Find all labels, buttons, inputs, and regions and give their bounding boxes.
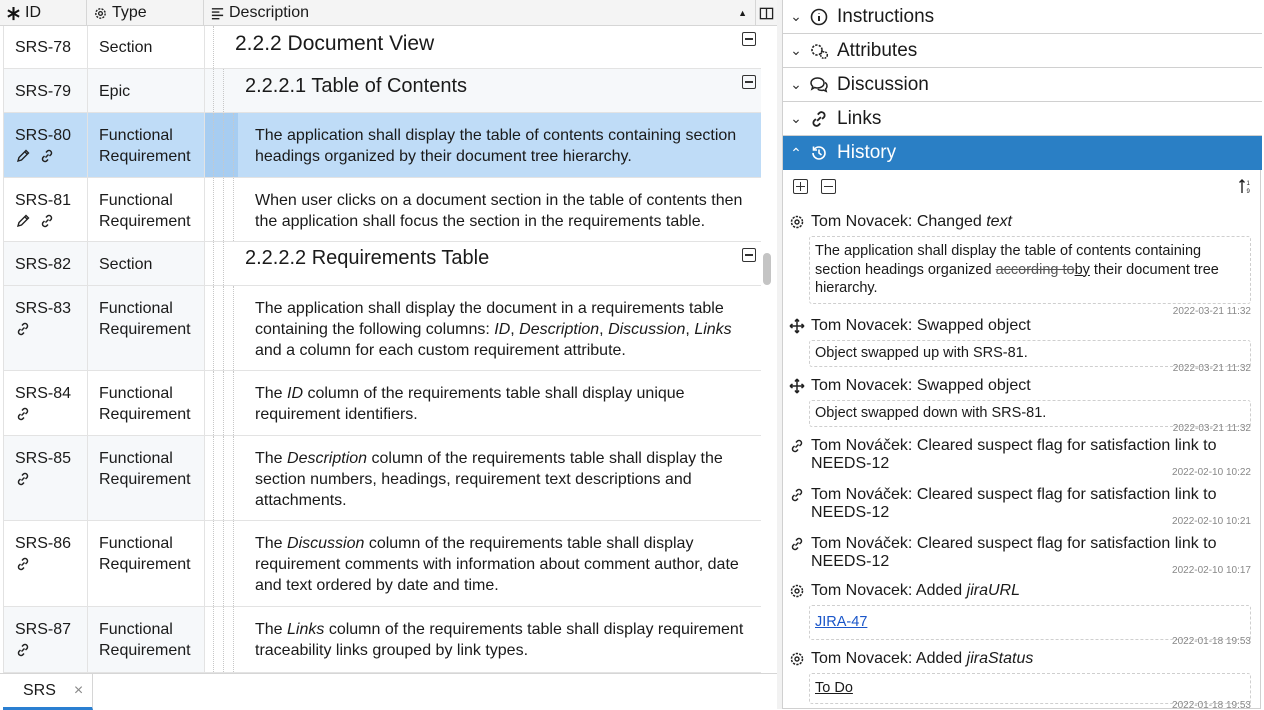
- collapse-button[interactable]: [742, 248, 756, 262]
- row-type: Epic: [87, 69, 204, 112]
- history-title: Tom Nováček: Cleared suspect flag for satisfaction link to NEEDS-12: [811, 437, 1217, 472]
- row-type-line: Functional: [99, 127, 173, 144]
- svg-text:9: 9: [1246, 189, 1250, 195]
- section-history[interactable]: [783, 136, 1262, 170]
- gears-icon: [809, 41, 829, 61]
- history-title: Tom Novacek: Swapped object: [811, 317, 1031, 334]
- column-name: ID: [494, 321, 511, 338]
- requirement-text: [255, 533, 756, 596]
- comments-icon: [809, 75, 829, 95]
- column-id-header[interactable]: [0, 0, 87, 26]
- section-links[interactable]: [783, 102, 1262, 136]
- inserted-text: by: [1074, 261, 1090, 278]
- history-entry: [789, 213, 1251, 317]
- row-type-line: Requirement: [99, 556, 191, 573]
- row-id-text: SRS-86: [15, 535, 72, 552]
- history-title: [811, 650, 1251, 668]
- row-type-line: Requirement: [99, 642, 191, 659]
- history-change-box: Object swapped up with SRS-81.: [809, 340, 1251, 367]
- row-id: [15, 190, 71, 229]
- history-entry: [789, 437, 1251, 478]
- row-description: [204, 69, 761, 112]
- text-part: The: [255, 385, 288, 402]
- details-panel: [782, 0, 1261, 709]
- section-heading: 2.2.2.1 Table of Contents: [245, 75, 468, 97]
- section-attributes[interactable]: [783, 34, 1262, 68]
- close-icon[interactable]: ×: [73, 681, 84, 699]
- link-icon: [789, 438, 805, 454]
- text-part: and a column for each custom requirement attribute.: [255, 342, 626, 359]
- table-row[interactable]: [4, 178, 761, 242]
- section-discussion[interactable]: [783, 68, 1262, 102]
- row-description: [204, 371, 761, 435]
- row-type-line: Functional: [99, 385, 173, 402]
- text-part: The application shall display the document in a requirements table containing the following columns:: [255, 300, 724, 338]
- row-type: [87, 178, 204, 241]
- column-id-label: ID: [25, 4, 41, 21]
- table-row[interactable]: [4, 69, 761, 113]
- gear-icon: [93, 6, 108, 21]
- title-text: Tom Novacek: Added: [811, 582, 967, 599]
- text-part: The: [255, 450, 288, 467]
- column-name: Links: [694, 321, 732, 338]
- history-title: [811, 213, 1251, 231]
- row-description: [204, 178, 761, 241]
- history-timestamp: 2022-03-21 11:32: [1172, 305, 1251, 317]
- history-timestamp: 2022-02-10 10:21: [1172, 516, 1251, 527]
- table-body: [3, 26, 761, 673]
- table-row[interactable]: [4, 26, 761, 69]
- row-type-line: Requirement: [99, 406, 191, 423]
- text-part: The: [255, 535, 288, 552]
- gear-icon: [789, 583, 805, 599]
- row-type: [87, 371, 204, 435]
- row-type: Section: [87, 26, 204, 68]
- link-icon[interactable]: [15, 406, 31, 422]
- edit-icon[interactable]: [15, 213, 31, 229]
- row-id: [15, 298, 71, 337]
- column-name: Discussion: [608, 321, 686, 338]
- section-heading: 2.2.2.2 Requirements Table: [245, 247, 490, 269]
- deleted-text: according to: [995, 261, 1075, 278]
- expand-all-button[interactable]: [793, 179, 808, 194]
- text-part: column of the requirements table shall display requirement traceability links grouped by link types.: [255, 621, 744, 659]
- history-entry: [789, 377, 1251, 434]
- collapse-button[interactable]: [742, 75, 756, 89]
- svg-text:1: 1: [1246, 181, 1250, 187]
- link-icon: [809, 109, 829, 129]
- table-scrollbar[interactable]: [763, 253, 771, 285]
- row-type-line: Functional: [99, 621, 173, 638]
- history-timestamp: 2022-03-21 11:32: [1172, 422, 1251, 434]
- row-id: [15, 619, 71, 658]
- edit-icon[interactable]: [15, 148, 31, 164]
- row-id: [15, 533, 71, 572]
- status-value: To Do: [815, 680, 853, 696]
- history-timestamp: 2022-02-10 10:22: [1172, 467, 1251, 478]
- section-instructions[interactable]: [783, 0, 1262, 34]
- chevron-down-icon: ⌄: [790, 76, 802, 92]
- requirement-text: When user clicks on a document section in the table of contents then the application shall focus the section in the requirements table.: [255, 192, 743, 230]
- text-part: The: [255, 621, 288, 638]
- link-icon: [789, 487, 805, 503]
- gear-icon: [789, 214, 805, 230]
- history-entry: [789, 486, 1251, 527]
- row-id: [15, 125, 71, 164]
- collapse-all-button[interactable]: [821, 179, 836, 194]
- row-description: [204, 607, 761, 672]
- align-left-icon: [210, 6, 225, 21]
- history-entry: [789, 535, 1251, 576]
- sort-order-icon[interactable]: [1238, 178, 1254, 195]
- row-type: [87, 113, 204, 177]
- row-type-line: Requirement: [99, 213, 191, 230]
- row-id-text: SRS-85: [15, 450, 72, 467]
- history-change-box: [809, 605, 1251, 640]
- move-icon: [789, 378, 805, 394]
- history-timestamp: 2022-01-18 19:53: [1172, 635, 1251, 647]
- link-icon[interactable]: [15, 321, 31, 337]
- requirement-text: The application shall display the document in a requirements table containing the following columns: ID, Description, Discussion, Links and a column for each custom requirement attribute.: [255, 300, 732, 359]
- history-entry: [789, 317, 1251, 374]
- row-id-text: SRS-83: [15, 300, 72, 317]
- row-type-line: Functional: [99, 192, 173, 209]
- row-description: [204, 286, 761, 370]
- title-text: Tom Novacek: Added: [811, 650, 967, 667]
- history-title: Tom Nováček: Cleared suspect flag for satisfaction link to NEEDS-12: [811, 535, 1217, 570]
- column-description-header[interactable]: [204, 0, 756, 26]
- info-icon: [809, 7, 829, 27]
- history-timestamp: 2022-03-21 11:32: [1172, 362, 1251, 374]
- link-icon[interactable]: [39, 148, 55, 164]
- row-id-text: SRS-81: [15, 192, 72, 209]
- column-name: ID: [287, 385, 304, 402]
- column-description-label: Description: [229, 4, 310, 21]
- gear-icon: [789, 651, 805, 667]
- chevron-down-icon: ⌄: [790, 8, 802, 24]
- row-id: SRS-79: [15, 83, 72, 100]
- column-chooser-button[interactable]: [756, 0, 777, 26]
- link-icon: [789, 536, 805, 552]
- history-title: Tom Novacek: Swapped object: [811, 377, 1031, 394]
- requirement-text: [255, 383, 756, 425]
- row-type-line: Requirement: [99, 471, 191, 488]
- section-heading: 2.2.2 Document View: [235, 32, 435, 55]
- history-title: [811, 582, 1251, 600]
- table-row[interactable]: [4, 371, 761, 436]
- column-name: Discussion: [287, 535, 365, 552]
- history-list: [783, 205, 1262, 709]
- text-part: column of the requirements table shall display unique requirement identifiers.: [255, 385, 685, 423]
- history-entry: [789, 582, 1251, 647]
- link-icon[interactable]: [15, 471, 31, 487]
- asterisk-icon: [6, 6, 21, 21]
- requirement-text: [255, 619, 756, 661]
- row-description: [204, 436, 761, 520]
- history-timestamp: 2022-01-18 19:53: [1172, 699, 1251, 709]
- text-part: column of the requirements table shall display the section numbers, headings, requirement text descriptions and attachments.: [255, 450, 723, 509]
- tab-srs[interactable]: [3, 674, 93, 710]
- requirement-text: [255, 448, 756, 511]
- row-id-text: SRS-87: [15, 621, 72, 638]
- history-change-box: Object swapped down with SRS-81.: [809, 400, 1251, 427]
- row-type-line: Functional: [99, 300, 173, 317]
- move-icon: [789, 318, 805, 334]
- history-change-box: [809, 236, 1251, 304]
- history-entry: [789, 650, 1251, 709]
- attribute-name: jiraStatus: [966, 650, 1034, 667]
- row-description: [204, 26, 761, 68]
- row-type-line: Requirement: [99, 148, 191, 165]
- row-type: [87, 607, 204, 672]
- history-title: Tom Nováček: Cleared suspect flag for satisfaction link to NEEDS-12: [811, 486, 1217, 521]
- section-label: History: [837, 142, 897, 163]
- row-id: SRS-78: [15, 39, 72, 56]
- link-icon[interactable]: [15, 556, 31, 572]
- change-text: The application shall display the table of contents containing section headings organized: [815, 243, 1202, 278]
- row-type: [87, 436, 204, 520]
- requirement-text: The application shall display the table of contents containing section headings organized by their document tree hierarchy.: [255, 127, 737, 165]
- table-row[interactable]: [4, 521, 761, 607]
- column-type-header[interactable]: [87, 0, 204, 26]
- row-type: [87, 286, 204, 370]
- sort-ascending-icon[interactable]: ▲: [738, 8, 747, 18]
- table-row[interactable]: [4, 436, 761, 521]
- table-row[interactable]: [4, 607, 761, 673]
- row-description: [204, 242, 761, 285]
- text-part: column of the requirements table shall display requirement comments with information about comment author, date and text ordered by date and time.: [255, 535, 739, 594]
- row-type-line: Functional: [99, 450, 173, 467]
- row-id: SRS-82: [15, 256, 72, 273]
- row-type: [87, 521, 204, 606]
- attribute-name: text: [986, 213, 1012, 230]
- title-text: Tom Novacek: Changed: [811, 213, 987, 230]
- attribute-name: jiraURL: [966, 582, 1020, 599]
- row-description: [204, 521, 761, 606]
- table-header: [0, 0, 777, 26]
- chevron-up-icon: ⌃: [790, 144, 802, 161]
- row-id-text: SRS-80: [15, 127, 72, 144]
- section-label: Discussion: [837, 73, 929, 95]
- row-id-text: SRS-84: [15, 385, 72, 402]
- section-label: Links: [837, 107, 882, 129]
- column-name: Description: [519, 321, 600, 338]
- row-type: Section: [87, 242, 204, 285]
- columns-icon: [759, 6, 774, 21]
- history-toolbar: [783, 170, 1262, 202]
- column-type-label: Type: [112, 4, 147, 21]
- row-id: [15, 448, 71, 487]
- collapse-button[interactable]: [742, 32, 756, 46]
- link-icon[interactable]: [15, 642, 31, 658]
- history-timestamp: 2022-02-10 10:17: [1172, 565, 1251, 576]
- section-label: Attributes: [837, 39, 918, 61]
- tab-label: SRS: [23, 681, 56, 699]
- section-label: Instructions: [837, 5, 935, 27]
- history-icon: [809, 143, 829, 163]
- row-id: [15, 383, 71, 422]
- document-tab-bar: [0, 673, 777, 709]
- jira-link[interactable]: JIRA-47: [815, 614, 868, 630]
- chevron-down-icon: ⌄: [790, 110, 802, 126]
- column-name: Links: [287, 621, 325, 638]
- table-row[interactable]: [4, 242, 761, 286]
- row-description: [204, 113, 761, 177]
- chevron-down-icon: ⌄: [790, 42, 802, 58]
- row-type-line: Functional: [99, 535, 173, 552]
- column-name: Description: [287, 450, 368, 467]
- table-row[interactable]: [4, 286, 761, 371]
- link-icon[interactable]: [39, 213, 55, 229]
- row-type-line: Requirement: [99, 321, 191, 338]
- table-row-selected[interactable]: [4, 113, 761, 178]
- change-text: their document tree hierarchy.: [815, 261, 1219, 296]
